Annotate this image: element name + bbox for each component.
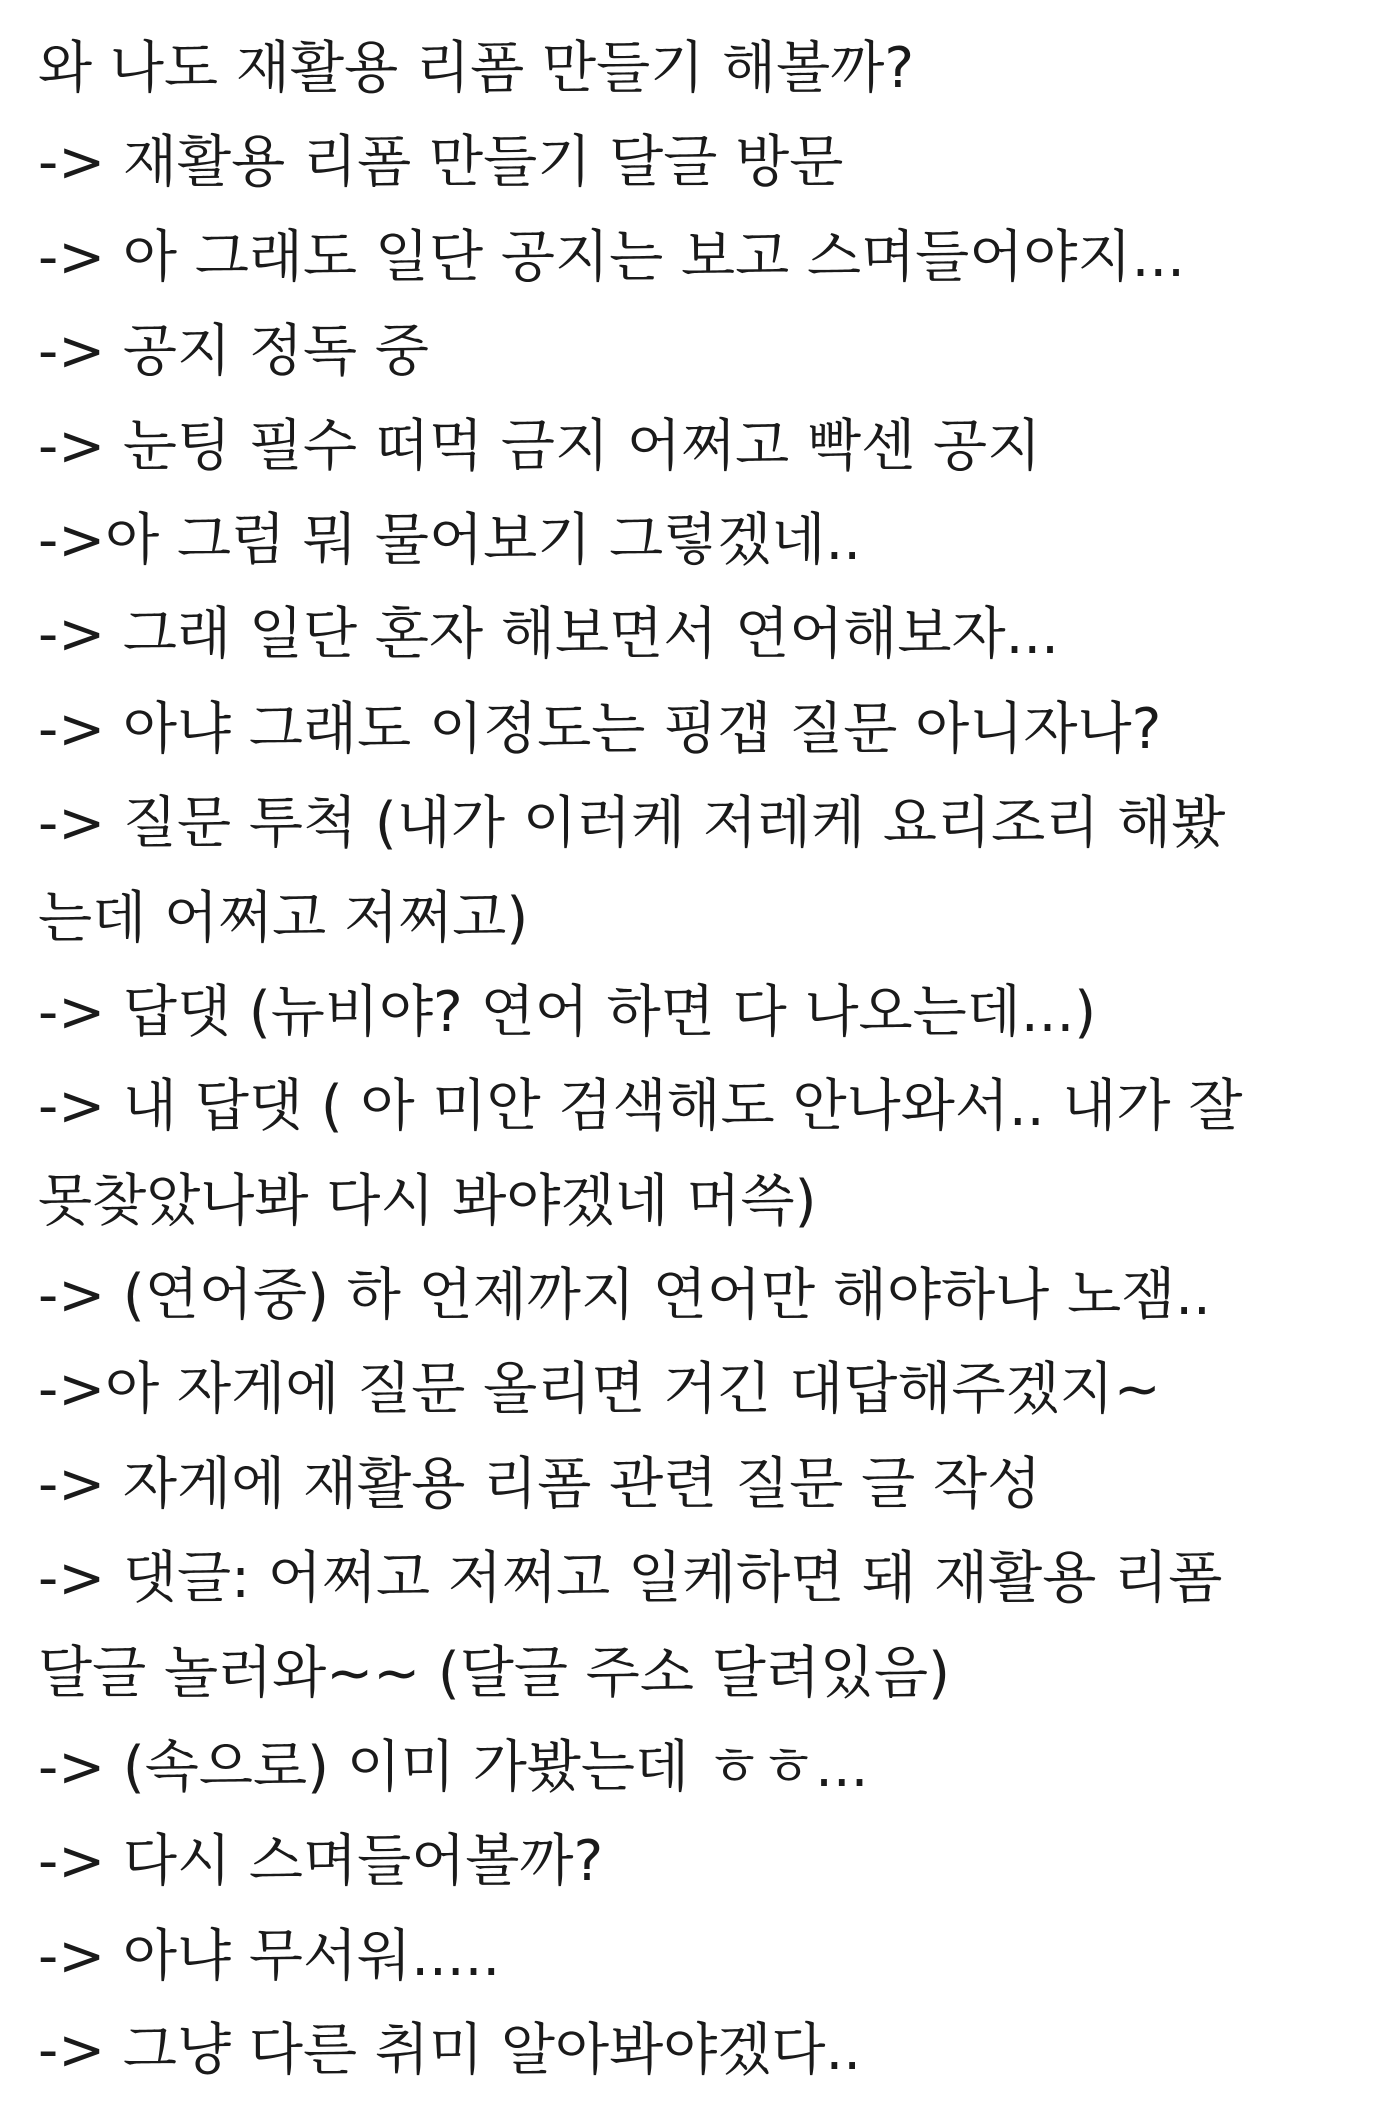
text-line: -> 그래 일단 혼자 해보면서 연어해보자... <box>38 602 1059 668</box>
text-line: -> (연어중) 하 언제까지 연어만 해야하나 노잼.. <box>38 1263 1211 1329</box>
text-line: ->아 자게에 질문 올리면 거긴 대답해주겠지~ <box>38 1357 1161 1423</box>
text-line: -> 답댓 (뉴비야? 연어 하면 다 나오는데...) <box>38 979 1097 1045</box>
text-line: -> 그냥 다른 취미 알아봐야겠다.. <box>38 2018 862 2084</box>
post-body <box>38 22 1358 2099</box>
text-line: 는데 어쩌고 저쩌고) <box>38 885 529 951</box>
text-line: 달글 놀러와~~ (달글 주소 달려있음) <box>38 1640 950 1706</box>
text-line: -> 댓글: 어쩌고 저쩌고 일케하면 돼 재활용 리폼 <box>38 1546 1223 1612</box>
text-line: -> 아냐 무서워..... <box>38 1923 501 1989</box>
text-line: -> 아 그래도 일단 공지는 보고 스며들어야지... <box>38 224 1185 290</box>
text-line: -> 자게에 재활용 리폼 관련 질문 글 작성 <box>38 1451 1042 1517</box>
text-line: 와 나도 재활용 리폼 만들기 해볼까? <box>38 36 915 101</box>
text-line: -> 재활용 리폼 만들기 달글 방문 <box>38 130 844 196</box>
text-line: -> (속으로) 이미 가봤는데 ㅎㅎ... <box>38 1735 869 1801</box>
text-line: 못찾았나봐 다시 봐야겠네 머쓱) <box>38 1168 817 1234</box>
text-line: -> 공지 정독 중 <box>38 319 430 385</box>
text-line: -> 질문 투척 (내가 이러케 저레케 요리조리 해봤 <box>38 791 1226 857</box>
text-line: ->아 그럼 뭐 물어보기 그렇겠네.. <box>38 507 862 573</box>
text-line: -> 다시 스며들어볼까? <box>38 1829 604 1895</box>
text-line: -> 눈팅 필수 떠먹 금지 어쩌고 빡센 공지 <box>38 413 1042 479</box>
text-line: -> 아냐 그래도 이정도는 핑갭 질문 아니자나? <box>38 696 1162 762</box>
text-line: -> 내 답댓 ( 아 미안 검색해도 안나와서.. 내가 잘 <box>38 1074 1243 1140</box>
